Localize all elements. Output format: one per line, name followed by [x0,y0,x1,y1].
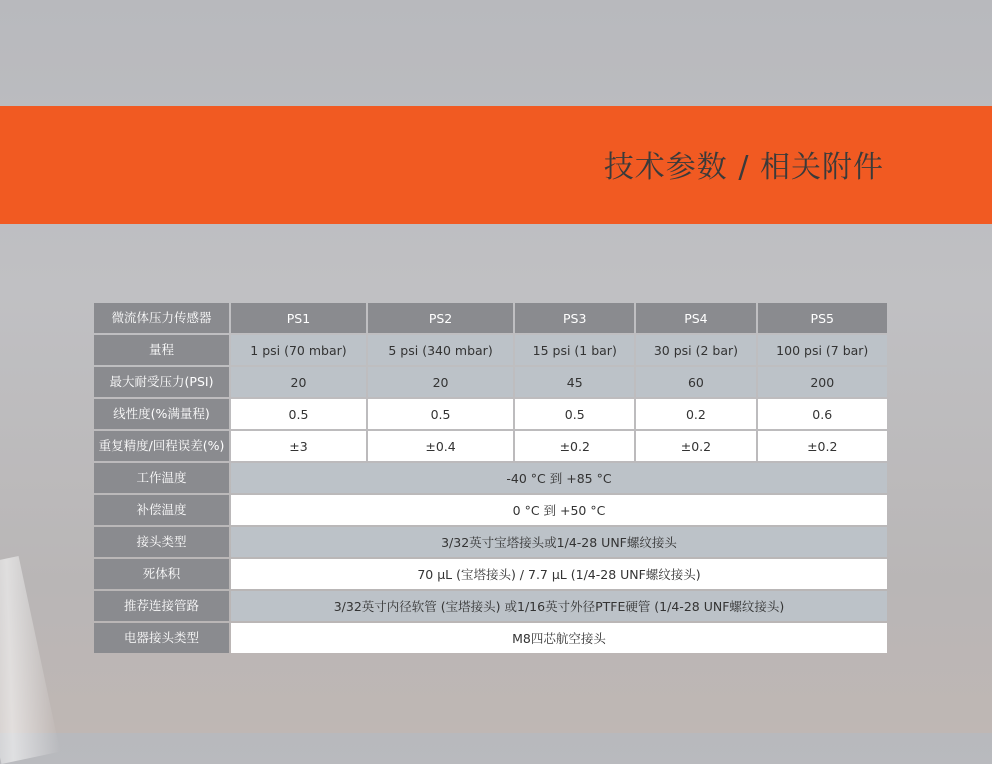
row-label: 补偿温度 [94,495,229,525]
header-cell: PS1 [231,303,366,333]
table-cell: 200 [758,367,888,397]
spec-table [92,301,889,655]
table-cell: ±0.2 [758,431,888,461]
title-banner [0,106,992,224]
header-cell: PS2 [368,303,513,333]
row-label: 工作温度 [94,463,229,493]
table-row [94,527,887,557]
table-cell: 100 psi (7 bar) [758,335,888,365]
table-cell: ±3 [231,431,366,461]
row-label: 最大耐受压力(PSI) [94,367,229,397]
table-cell: ±0.4 [368,431,513,461]
row-label: 重复精度/回程误差(%) [94,431,229,461]
table-cell: 0.5 [231,399,366,429]
table-cell: 0.6 [758,399,888,429]
table-span-cell: 0 °C 到 +50 °C [231,495,887,525]
table-span-cell: M8四芯航空接头 [231,623,887,653]
table-row [94,431,887,461]
table-span-cell: 3/32英寸内径软管 (宝塔接头) 或1/16英寸外径PTFE硬管 (1/4-28 UNF螺纹接头) [231,591,887,621]
row-label: 电器接头类型 [94,623,229,653]
table-cell: 60 [636,367,755,397]
table-row [94,463,887,493]
row-label: 推荐连接管路 [94,591,229,621]
table-header-row [94,303,887,333]
table-row [94,559,887,589]
row-label: 接头类型 [94,527,229,557]
table-cell: 20 [231,367,366,397]
table-cell: 30 psi (2 bar) [636,335,755,365]
table-cell: 1 psi (70 mbar) [231,335,366,365]
table-span-cell: 3/32英寸宝塔接头或1/4-28 UNF螺纹接头 [231,527,887,557]
header-cell: 微流体压力传感器 [94,303,229,333]
table-span-cell: -40 °C 到 +85 °C [231,463,887,493]
table-cell: 15 psi (1 bar) [515,335,634,365]
table-cell: 0.5 [368,399,513,429]
table-cell: ±0.2 [636,431,755,461]
table-row [94,495,887,525]
table-row [94,367,887,397]
table-row [94,591,887,621]
table-cell: ±0.2 [515,431,634,461]
table-cell: 0.5 [515,399,634,429]
page-title: 技术参数 / 相关附件 [603,150,884,185]
table-cell: 0.2 [636,399,755,429]
table-cell: 45 [515,367,634,397]
table-cell: 20 [368,367,513,397]
table-cell: 5 psi (340 mbar) [368,335,513,365]
row-label: 线性度(%满量程) [94,399,229,429]
table-row [94,399,887,429]
table-row [94,623,887,653]
header-cell: PS4 [636,303,755,333]
header-cell: PS3 [515,303,634,333]
table-span-cell: 70 μL (宝塔接头) / 7.7 μL (1/4-28 UNF螺纹接头) [231,559,887,589]
row-label: 死体积 [94,559,229,589]
header-cell: PS5 [758,303,888,333]
row-label: 量程 [94,335,229,365]
table-row [94,335,887,365]
